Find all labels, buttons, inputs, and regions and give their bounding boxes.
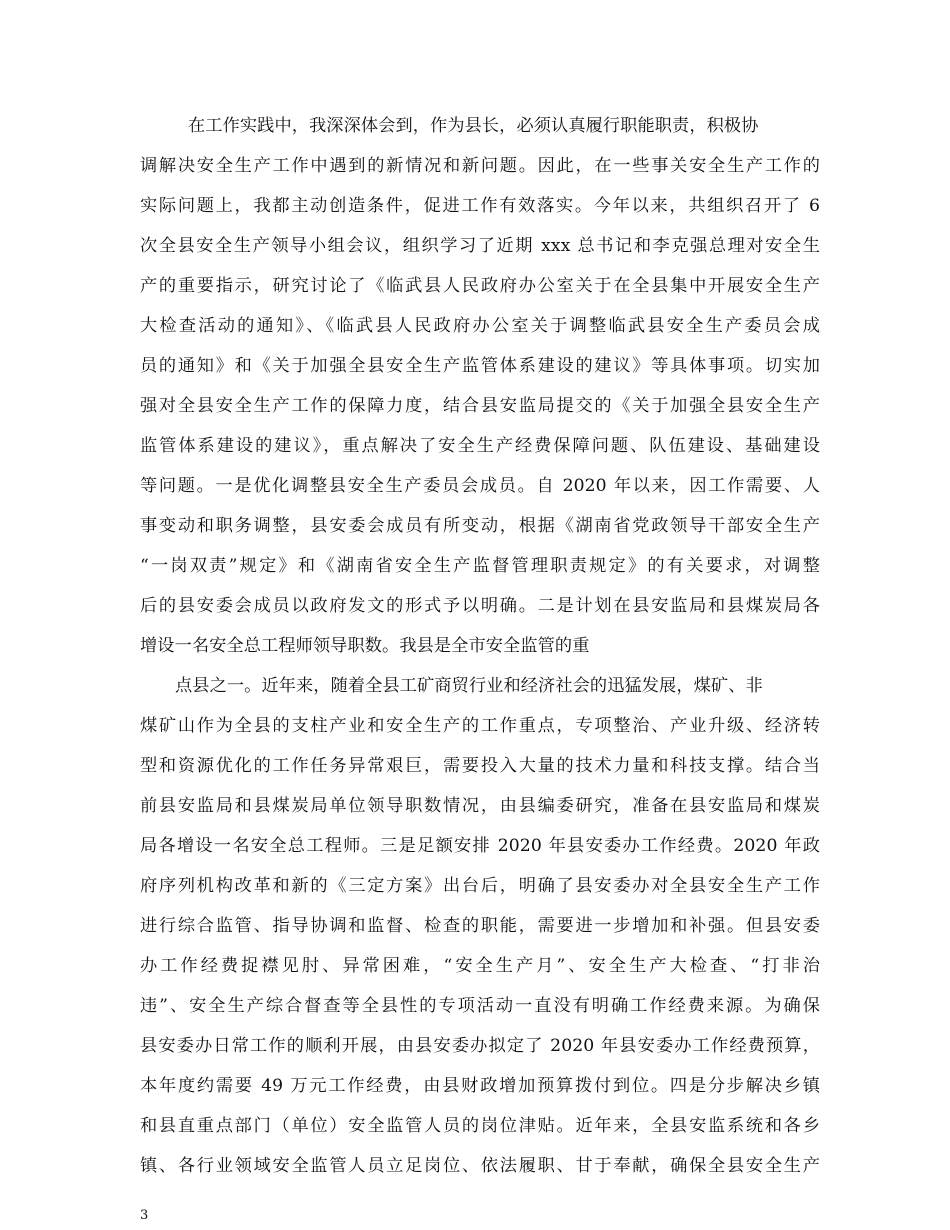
page-number: 3 xyxy=(140,1208,149,1223)
text-line: 增设一名安全总工程师领导职数。我县是全市安全监管的重 xyxy=(140,636,590,656)
text-line: 县安委办日常工作的顺利开展，由县安委办拟定了 2020 年县安委办工作经费预算， xyxy=(140,1036,820,1056)
text-line: 等问题。一是优化调整县安全生产委员会成员。自 2020 年以来，因工作需要、人 xyxy=(140,476,820,496)
text-line: 镇、各行业领域安全监管人员立足岗位、依法履职、甘于奉献，确保全县安全生产 xyxy=(140,1156,820,1176)
text-line: 员的通知》和《关于加强全县安全生产监管体系建设的建议》等具体事项。切实加 xyxy=(140,356,820,376)
text-line: 调解决安全生产工作中遇到的新情况和新问题。因此，在一些事关安全生产工作的 xyxy=(140,156,820,176)
text-line: 府序列机构改革和新的《三定方案》出台后，明确了县安委办对全县安全生产工作 xyxy=(140,876,820,896)
text-line: 本年度约需要 49 万元工作经费，由县财政增加预算拨付到位。四是分步解决乡镇 xyxy=(140,1076,820,1096)
text-line: 型和资源优化的工作任务异常艰巨，需要投入大量的技术力量和科技支撑。结合当 xyxy=(140,756,820,776)
text-line: 进行综合监管、指导协调和监督、检查的职能，需要进一步增加和补强。但县安委 xyxy=(140,916,820,936)
text-line: 实际问题上，我都主动创造条件，促进工作有效落实。今年以来，共组织召开了 6 xyxy=(140,196,820,216)
text-line: 强对全县安全生产工作的保障力度，结合县安监局提交的《关于加强全县安全生产 xyxy=(140,396,820,416)
text-line: 产的重要指示，研究讨论了《临武县人民政府办公室关于在全县集中开展安全生产 xyxy=(140,276,820,296)
text-line: 局各增设一名安全总工程师。三是足额安排 2020 年县安委办工作经费。2020 年政 xyxy=(140,836,820,856)
text-line: 监管体系建设的建议》，重点解决了安全生产经费保障问题、队伍建设、基础建设 xyxy=(140,436,820,456)
text-line: 点县之一。近年来，随着全县工矿商贸行业和经济社会的迅猛发展，煤矿、非 xyxy=(175,676,763,696)
text-line: 次全县安全生产领导小组会议，组织学习了近期 xxx 总书记和李克强总理对安全生 xyxy=(140,236,820,256)
text-line: 煤矿山作为全县的支柱产业和安全生产的工作重点，专项整治、产业升级、经济转 xyxy=(140,716,820,736)
text-line: 在工作实践中，我深深体会到，作为县长，必须认真履行职能职责，积极协 xyxy=(188,116,759,136)
text-line: 办工作经费捉襟见肘、异常困难，“安全生产月”、安全生产大检查、“打非治 xyxy=(140,956,820,976)
text-line: 事变动和职务调整，县安委会成员有所变动，根据《湖南省党政领导干部安全生产 xyxy=(140,516,820,536)
text-line: 违”、安全生产综合督查等全县性的专项活动一直没有明确工作经费来源。为确保 xyxy=(140,996,820,1016)
text-line: 和县直重点部门（单位）安全监管人员的岗位津贴。近年来，全县安监系统和各乡 xyxy=(140,1116,820,1136)
text-line: 大检查活动的通知》、《临武县人民政府办公室关于调整临武县安全生产委员会成 xyxy=(140,316,820,336)
text-line: 后的县安委会成员以政府发文的形式予以明确。二是计划在县安监局和县煤炭局各 xyxy=(140,596,820,616)
text-line: “一岗双责”规定》和《湖南省安全生产监督管理职责规定》的有关要求，对调整 xyxy=(140,556,820,576)
text-line: 前县安监局和县煤炭局单位领导职数情况，由县编委研究，准备在县安监局和煤炭 xyxy=(140,796,820,816)
